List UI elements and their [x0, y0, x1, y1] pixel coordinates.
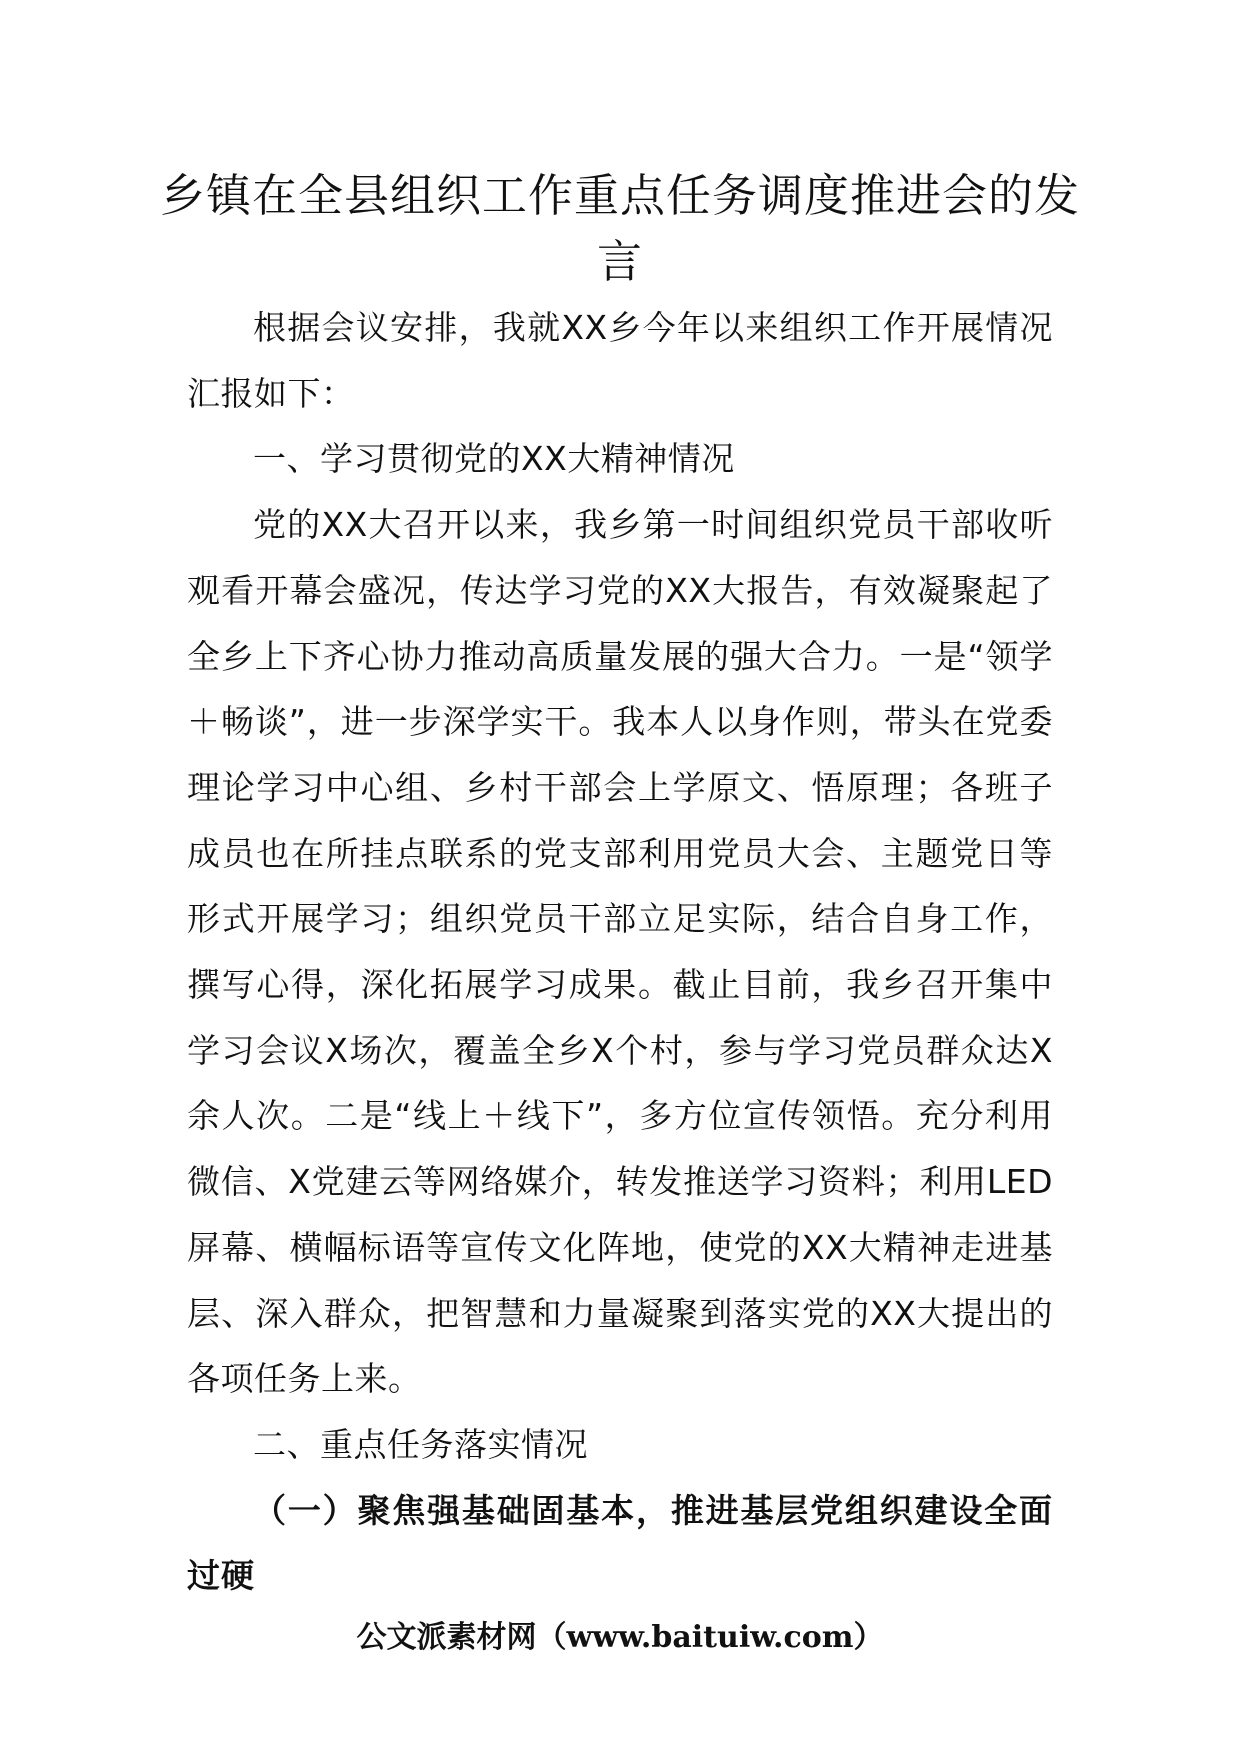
document-title: 乡镇在全县组织工作重点任务调度推进会的发言 [159, 169, 1080, 288]
section-heading-1: 一、学习贯彻党的XX大精神情况 [253, 439, 735, 479]
footer-watermark: 公文派素材网（www.baituiw.com） [356, 1620, 884, 1655]
paragraph-study: 党的XX大召开以来，我乡第一时间组织党员干部收听观看开幕会盛况，传达学习党的XX大报告，有效凝聚起了全乡上下齐心协力推动高质量发展的强大合力。一是“领学＋畅谈”，进一步深学实干。我本人以身作则，带头在党委理论学习中心组、乡村干部会上学原文、悟原理；各班子成员也在所挂点联系的党支部利用党员大会、主题党日等形式开展学习；组织党员干部立足实际，结合自身工作，撰写心得，深化拓展学习成果。截止目前，我乡召开集中学习会议X场次，覆盖全乡X个村，参与学习党员群众达X余人次。二是“线上＋线下”，多方位宣传领悟。充分利用微信、X党建云等网络媒介，转发推送学习资料；利用LED屏幕、横幅标语等宣传文化阵地，使党的XX大精神走进基层、深入群众，把智慧和力量凝聚到落实党的XX大提出的各项任务上来。 [187, 505, 1053, 1399]
paragraph-intro: 根据会议安排，我就XX乡今年以来组织工作开展情况汇报如下： [187, 308, 1053, 413]
subsection-heading-1: （一）聚焦强基础固基本，推进基层党组织建设全面过硬 [187, 1490, 1053, 1596]
section-heading-2: 二、重点任务落实情况 [253, 1424, 588, 1464]
document-body [187, 295, 1053, 1609]
